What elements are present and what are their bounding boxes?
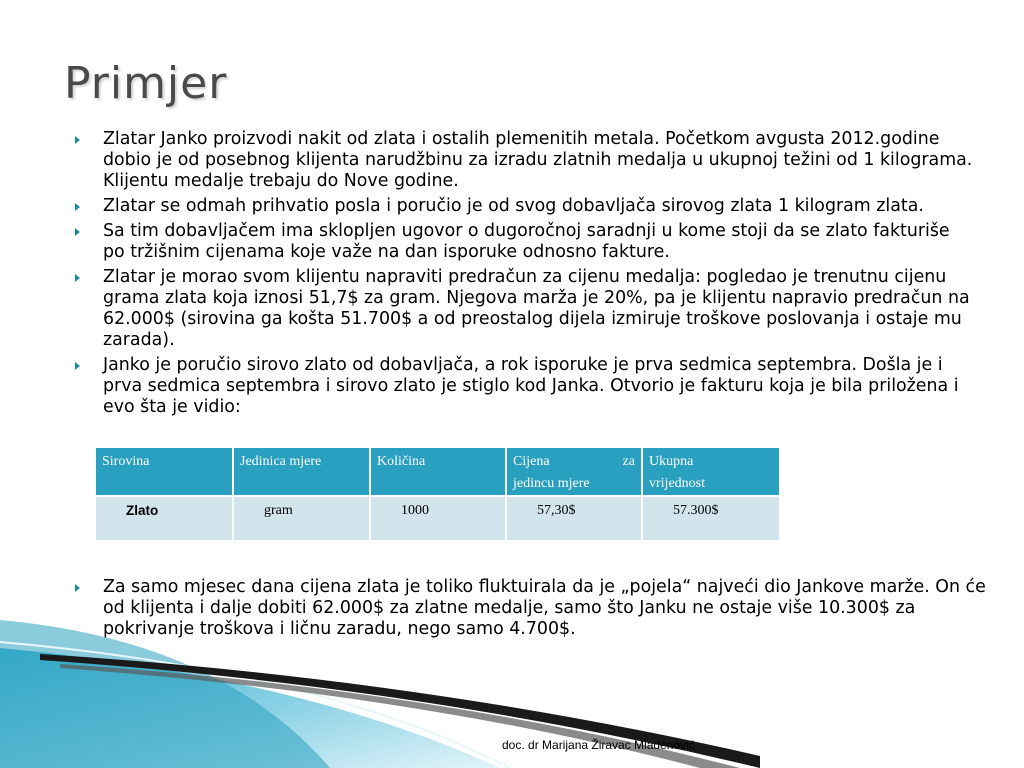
header-ukupna-vrijednost — [642, 448, 779, 496]
bullet-text: Zlatar se odmah prihvatio posla i poručio je od svog dobavljača sirovog zlata 1 kilogram zlata. — [103, 196, 924, 216]
slide-title: Primjer — [64, 58, 228, 109]
bullet-text: Janko je poručio sirovo zlato od dobavljača, a rok isporuke je prva sedmica septembra. Došla je i prva sedmica septembra i sirovo zlato je stiglo kod Janka. Otvorio je fakturu koja je bila priložena i evo šta je vidio: — [103, 355, 959, 417]
header-cijena-line1: Cijena za — [513, 454, 635, 469]
bullet-text: Zlatar je morao svom klijentu napraviti predračun za cijenu medalja: pogledao je trenutnu cijenu grama zlata koja iznosi 51,7$ za gram. Njegova marža je 20%, pa je klijentu napravio predračun na 62.000$ (sirovina ga košta 51.700$ a od preostalog dijela izmiruje troškove poslovanja i ostaje mu zarada). — [103, 267, 970, 350]
header-cijena — [506, 448, 642, 496]
table-header-row — [96, 448, 779, 496]
bullet-arrow-icon — [75, 362, 80, 370]
bullet-item — [74, 196, 974, 217]
header-jedinica-mjere: Jedinica mjere — [233, 448, 370, 496]
cell-kolicina: 1000 — [370, 496, 506, 540]
header-sirovina: Sirovina — [96, 448, 233, 496]
cell-sirovina: Zlato — [96, 496, 233, 540]
table-row — [96, 496, 779, 540]
bullet-list — [74, 129, 974, 422]
footer-author: doc. dr Marijana Žiravac Mladenović — [502, 738, 695, 752]
header-ukupna-line1: Ukupna — [649, 454, 694, 469]
cell-jedinica: gram — [233, 496, 370, 540]
header-cijena-line2: jedincu mjere — [513, 476, 590, 491]
bullet-arrow-icon — [75, 274, 80, 282]
header-kolicina: Količina — [370, 448, 506, 496]
bullet-item — [74, 129, 974, 192]
bullet-text: Zlatar Janko proizvodi nakit od zlata i ostalih plemenitih metala. Početkom avgusta 2012.godine dobio je od posebnog klijenta narudžbinu za izradu zlatnih medalja u ukupnoj težini od 1 kilograma. Klijentu medalje trebaju do Nove godine. — [103, 129, 973, 191]
bullet-item — [74, 221, 974, 263]
bullet-arrow-icon — [75, 228, 80, 236]
cell-cijena: 57,30$ — [506, 496, 642, 540]
bullet-arrow-icon — [75, 136, 80, 144]
bullet-item — [74, 355, 974, 418]
bullet-text: Sa tim dobavljačem ima sklopljen ugovor o dugoročnoj saradnji u kome stoji da se zlato fakturiše po tržišnim cijenama koje važe na dan isporuke odnosno fakture. — [103, 221, 950, 262]
invoice-table — [96, 448, 779, 540]
header-ukupna-line2: vrijednost — [649, 476, 705, 491]
bullet-text: Za samo mjesec dana cijena zlata je toliko fluktuirala da je „pojela“ najveći dio Jankove marže. On će od klijenta i dalje dobiti 62.000$ za zlatne medalje, samo što Janku ne ostaje više 10.300$ za pokrivanje troškova i ličnu zaradu, nego samo 4.700$. — [103, 577, 986, 639]
bullet-arrow-icon — [75, 203, 80, 211]
cell-ukupno: 57.300$ — [642, 496, 779, 540]
bullet-item — [74, 267, 974, 351]
